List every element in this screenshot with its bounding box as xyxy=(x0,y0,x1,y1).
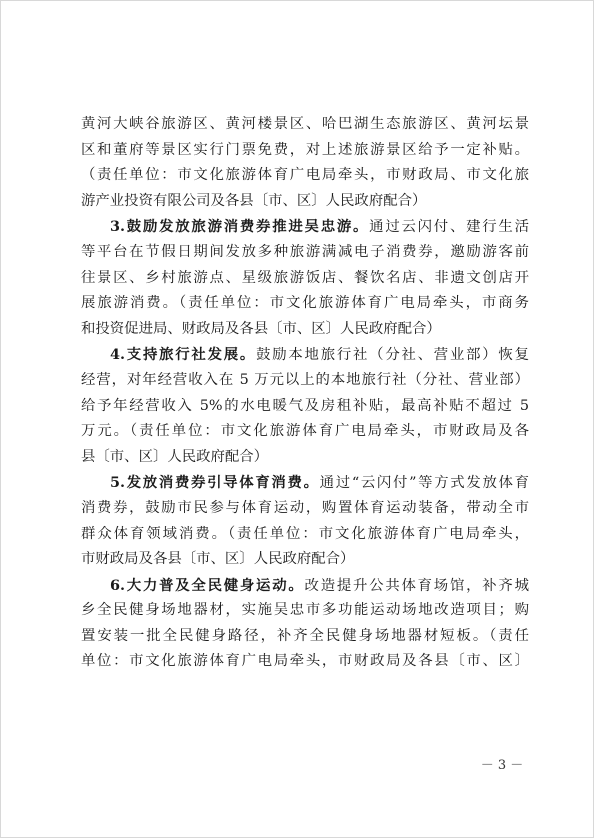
text-line: 经营，对年经营收入在 5 万元以上的本地旅行社（分社、营业部） xyxy=(81,371,529,388)
text-line: 区和董府等景区实行门票免费，对上述旅游景区给予一定补贴。 xyxy=(81,141,529,158)
text-line: 置安装一批全民健身路径，补齐全民健身场地器材短板。（责任 xyxy=(81,627,529,644)
text-line: 等平台在节假日期间发放多种旅游满减电子消费券，邀励游客前 xyxy=(81,243,529,260)
section-heading: 6.大力普及全民健身运动。 xyxy=(110,576,305,594)
text-span: 改造提升公共体育场馆，补齐城 xyxy=(304,577,529,594)
text-line: 往景区、乡村旅游点、星级旅游饭店、餐饮名店、非遗文创店开 xyxy=(81,269,529,286)
paragraph-public-fitness xyxy=(81,573,529,675)
text-line: 黄河大峡谷旅游区、黄河楼景区、哈巴湖生态旅游区、黄河坛景 xyxy=(81,116,529,132)
text-span: 鼓励本地旅行社（分社、营业部）恢复 xyxy=(256,347,529,364)
paragraph-scenic-free-tickets xyxy=(81,112,529,214)
section-heading: 3.鼓励发放旅游消费券推进吴忠游。 xyxy=(110,218,370,236)
text-line: 游产业投资有限公司及各县〔市、区〕人民政府配合） xyxy=(81,192,427,209)
text-line: （责任单位：市文化旅游体育广电局牵头，市财政局、市文化旅 xyxy=(81,167,529,184)
text-span: 通过“云闪付”等方式发放体育 xyxy=(319,475,529,492)
paragraph-first-line xyxy=(81,470,529,496)
text-line: 单位：市文化旅游体育广电局牵头，市财政局及各县〔市、区〕 xyxy=(81,653,529,670)
text-line: 县〔市、区〕人民政府配合） xyxy=(81,448,269,465)
text-line: 万元。（责任单位：市文化旅游体育广电局牵头，市财政局及各 xyxy=(81,423,529,440)
text-line: 和投资促进局、财政局及各县〔市、区〕人民政府配合） xyxy=(81,320,441,337)
text-span: 通过云闪付、建行生活 xyxy=(369,219,529,236)
text-line: 市财政局及各县〔市、区〕人民政府配合） xyxy=(81,551,355,568)
page-number: － 3 － xyxy=(480,758,524,773)
document-body xyxy=(81,112,529,675)
paragraph-sports-vouchers xyxy=(81,470,529,572)
text-line: 给予年经营收入 5%的水电暖气及房租补贴，最高补贴不超过 5 xyxy=(81,397,529,414)
text-line: 展旅游消费。（责任单位：市文化旅游体育广电局牵头，市商务 xyxy=(81,295,529,312)
text-line: 消费券，鼓励市民参与体育运动，购置体育运动装备，带动全市 xyxy=(81,499,529,516)
text-line: 乡全民健身场地器材，实施吴忠市多功能运动场地改造项目；购 xyxy=(81,602,529,619)
text-line: 群众体育领域消费。（责任单位：市文化旅游体育广电局牵头， xyxy=(81,525,529,542)
section-heading: 4.支持旅行社发展。 xyxy=(110,346,257,364)
paragraph-first-line xyxy=(81,342,529,368)
paragraph-first-line xyxy=(81,573,529,599)
paragraph-travel-agencies xyxy=(81,342,529,470)
paragraph-first-line xyxy=(81,214,529,240)
paragraph-tourism-vouchers xyxy=(81,214,529,342)
section-heading: 5.发放消费券引导体育消费。 xyxy=(110,474,320,492)
